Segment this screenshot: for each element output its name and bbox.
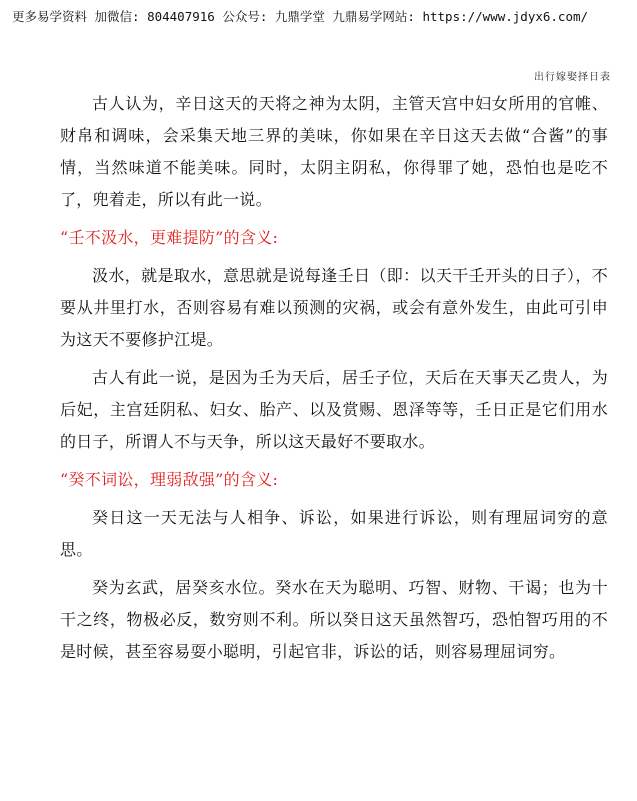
section-heading-gui: “癸不词讼，理弱敌强”的含义:	[60, 470, 279, 489]
document-body	[60, 88, 608, 668]
paragraph-ren-reason: 古人有此一说，是因为壬为天后，居壬子位，天后在天事天乙贵人，为后妃，主宫廷阴私、妇女、胎产、以及赏赐、恩泽等等，壬日正是它们用水的日子，所谓人不与天争，所以这天最好不要取水。	[60, 368, 608, 451]
running-head: 出行嫁娶择日表	[534, 72, 611, 83]
paragraph-gui-meaning: 癸日这一天无法与人相争、诉讼，如果进行诉讼，则有理屈词穷的意思。	[60, 508, 608, 559]
paragraph-ren-meaning: 汲水，就是取水，意思就是说每逢壬日（即：以天干壬开头的日子），不要从井里打水，否则容易有难以预测的灾祸，或会有意外发生，由此可引申为这天不要修护江堤。	[60, 266, 608, 349]
header-banner: 更多易学资料 加微信: 804407916 公众号: 九鼎学堂 九鼎易学网站: https://www.jdyx6.com/	[12, 9, 589, 24]
section-heading-ren: “壬不汲水，更难提防”的含义:	[60, 228, 279, 247]
paragraph-xin-day: 古人认为，辛日这天的天将之神为太阴，主管天宫中妇女所用的官帷、财帛和调味，会采集天地三界的美味，你如果在辛日这天去做“合酱”的事情，当然味道不能美味。同时，太阴主阴私，你得罪了她，恐怕也是吃不了，兜着走，所以有此一说。	[60, 94, 608, 209]
paragraph-gui-reason: 癸为玄武，居癸亥水位。癸水在天为聪明、巧智、财物、干谒；也为十干之终，物极必反，数穷则不利。所以癸日这天虽然智巧，恐怕智巧用的不是时候，甚至容易耍小聪明，引起官非，诉讼的话，则容易理屈词穷。	[60, 578, 608, 661]
